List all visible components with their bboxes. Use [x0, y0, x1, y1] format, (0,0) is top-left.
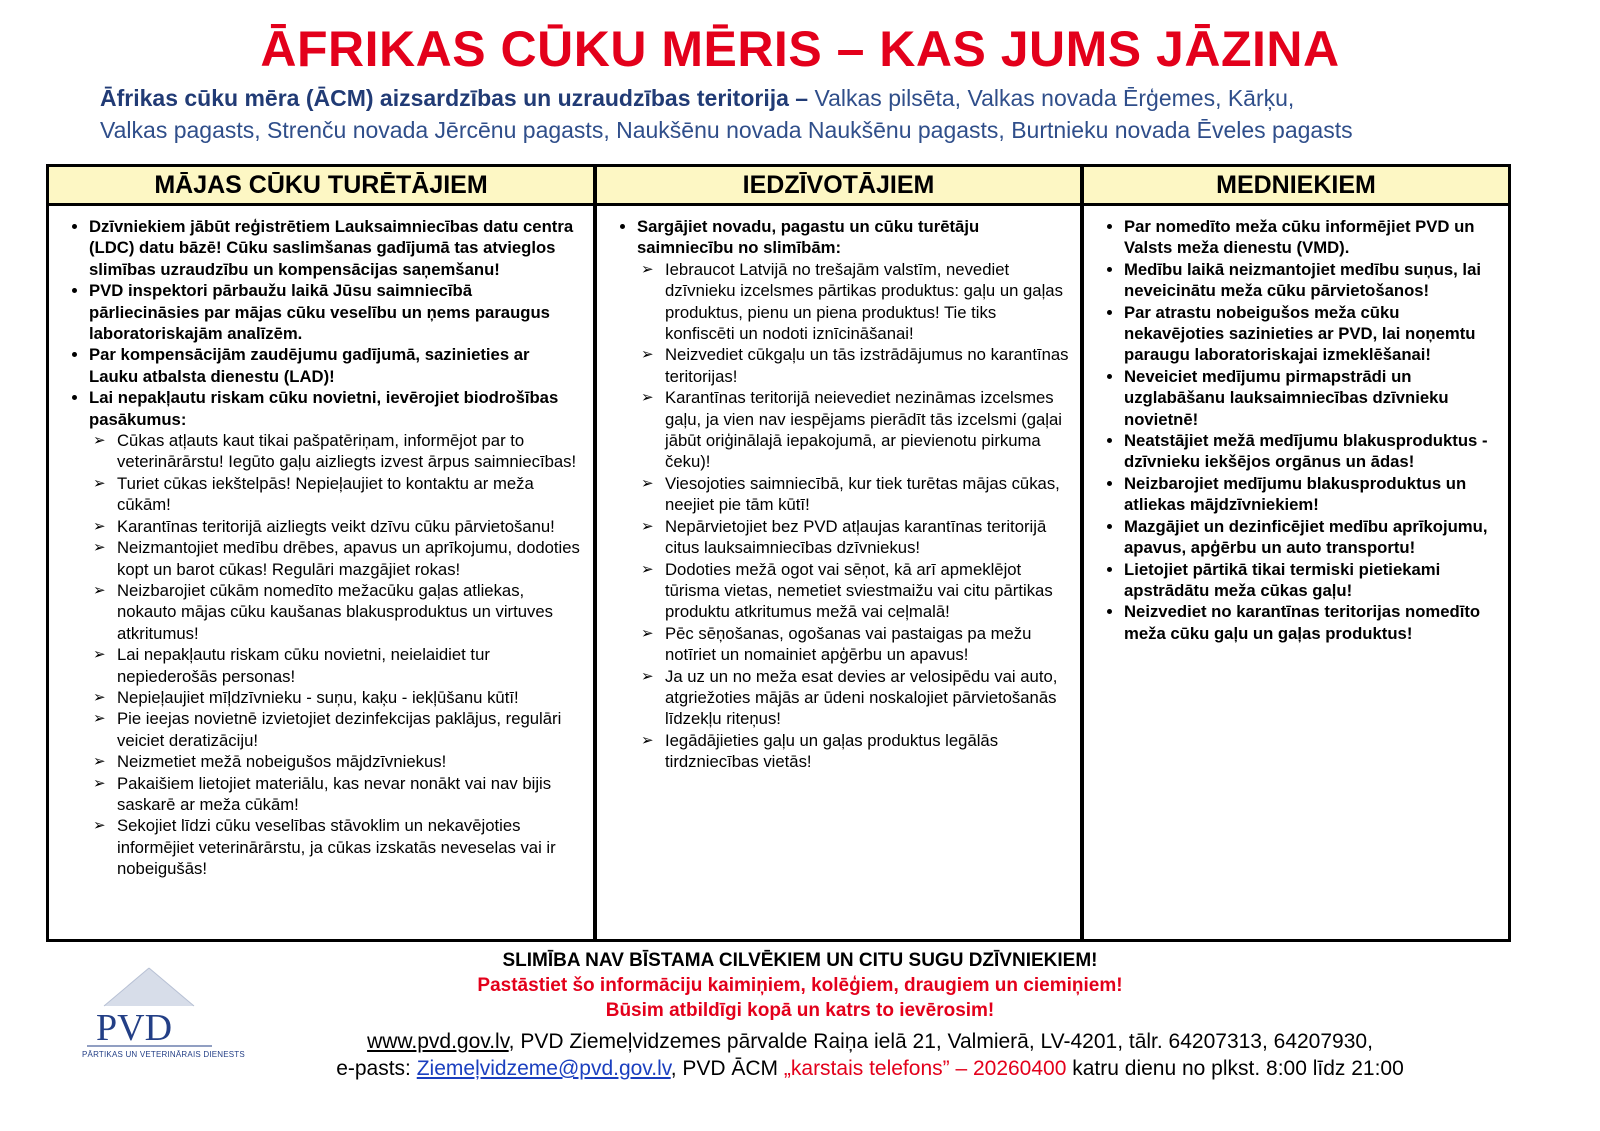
- footer-call-to-share: Pastāstiet šo informāciju kaimiņiem, kolēģiem, draugiem un ciemiņiem!: [477, 975, 1123, 996]
- list-item: • Neatstājiet mežā medījumu blakusproduktus - dzīvnieku iekšējos orgānus un ādas!: [1124, 430, 1498, 473]
- column-header: MĀJAS CŪKU TURĒTĀJIEM: [49, 167, 593, 206]
- sub-list-item: ➢ Iegādājieties gaļu un gaļas produktus legālās tirdzniecības vietās!: [665, 730, 1070, 773]
- website-link[interactable]: www.pvd.gov.lv: [367, 1030, 509, 1053]
- sub-list-item: ➢ Pie ieejas novietnē izvietojiet dezinfekcijas paklājus, regulāri veiciet deratizāciju!: [117, 708, 583, 751]
- sub-list-item: ➢ Ja uz un no meža esat devies ar velosipēdu vai auto, atgriežoties mājās ar ūdeni noskalojiet pārvietošanās līdzekļu riteņus!: [665, 666, 1070, 730]
- sub-list-item: ➢ Lai nepakļautu riskam cūku novietni, neielaidiet tur nepiederošās personas!: [117, 644, 583, 687]
- logo-wordmark: PVD: [96, 1007, 173, 1049]
- hotline-prefix: , PVD ĀCM: [670, 1057, 784, 1080]
- list-item: • Lietojiet pārtikā tikai termiski pietiekami apstrādātu meža cūkas gaļu!: [1124, 559, 1498, 602]
- hotline-number: „karstais telefons” – 20260400: [783, 1057, 1067, 1080]
- sub-list-item: ➢ Nepārvietojiet bez PVD atļaujas karantīnas teritorijā citus lauksaimniecības dzīvniekus!: [665, 516, 1070, 559]
- column-pig-keepers: [49, 167, 593, 939]
- list-item: • Mazgājiet un dezinficējiet medību aprīkojumu, apavus, apģērbu un auto transportu!: [1124, 516, 1498, 559]
- list-item: • Neizbarojiet medījumu blakusproduktus un atliekas mājdzīvniekiem!: [1124, 473, 1498, 516]
- footer-call-to-action: Būsim atbildīgi kopā un katrs to ievērosim!: [605, 1000, 995, 1021]
- list-item-text: Lai nepakļautu riskam cūku novietni, ievērojiet biodrošības pasākumus:: [89, 388, 559, 429]
- list-item: • Neveiciet medījumu pirmapstrādi un uzglabāšanu lauksaimniecības dzīvnieku novietnē!: [1124, 366, 1498, 430]
- list-item: • Neizvediet no karantīnas teritorijas nomedīto meža cūku gaļu un gaļas produktus!: [1124, 601, 1498, 644]
- sub-list-item: ➢ Neizmetiet mežā nobeigušos mājdzīvniekus!: [117, 751, 583, 772]
- column-hunters: [1084, 167, 1508, 939]
- column-header: IEDZĪVOTĀJIEM: [597, 167, 1080, 206]
- list-item: • Par atrastu nobeigušos meža cūku nekavējoties sazinieties ar PVD, lai noņemtu paraugu laboratoriskajai izmeklēšanai!: [1124, 302, 1498, 366]
- hotline-hours: katru dienu no plkst. 8:00 līdz 21:00: [1066, 1057, 1404, 1080]
- list-item: [637, 216, 1070, 773]
- sub-list-item: ➢ Pakaišiem lietojiet materiālu, kas nevar nonākt vai nav bijis saskarē ar meža cūkām!: [117, 773, 583, 816]
- info-table: [46, 164, 1511, 942]
- sub-list-item: ➢ Nepieļaujiet mīļdzīvnieku - suņu, kaķu - iekļūšanu kūtī!: [117, 687, 583, 708]
- footer-warning: SLIMĪBA NAV BĪSTAMA CILVĒKIEM UN CITU SUGU DZĪVNIEKIEM!: [502, 950, 1098, 971]
- subtitle: [100, 82, 1530, 146]
- sub-list-item: ➢ Dodoties mežā ogot vai sēņot, kā arī apmeklējot tūrisma vietas, nemetiet sviestmaižu vai citu pārtikas produktu atkritumus mežā vai ceļmalā!: [665, 559, 1070, 623]
- list-item: [89, 387, 583, 879]
- address-text: , PVD Ziemeļvidzemes pārvalde Raiņa ielā 21, Valmierā, LV-4201, tālr. 64207313, 64207930,: [508, 1030, 1373, 1053]
- list-item: • Par nomedīto meža cūku informējiet PVD un Valsts meža dienestu (VMD).: [1124, 216, 1498, 259]
- column-residents: [597, 167, 1080, 939]
- email-label: e-pasts:: [336, 1057, 417, 1080]
- sub-list-item: ➢ Neizbarojiet cūkām nomedīto mežacūku gaļas atliekas, nokauto mājas cūku kaušanas blakusproduktus un virtuves atkritumus!: [117, 580, 583, 644]
- sub-list-item: ➢ Iebraucot Latvijā no trešajām valstīm, nevediet dzīvnieku izcelsmes pārtikas produktus: gaļu un gaļas produktus, pienu un piena produktus! Tie tiks konfiscēti un nodoti iznīcināšanai!: [665, 259, 1070, 345]
- list-item: • Par kompensācijām zaudējumu gadījumā, sazinieties ar Lauku atbalsta dienestu (LAD)!: [89, 344, 583, 387]
- sub-list-item: ➢ Cūkas atļauts kaut tikai pašpatēriņam, informējot par to veterinārārstu! Iegūto gaļu aizliegts izvest ārpus saimniecības!: [117, 430, 583, 473]
- list-item: • PVD inspektori pārbaužu laikā Jūsu saimniecībā pārliecināsies par mājas cūku veselību un ņems paraugus laboratoriskajām analīzēm.: [89, 280, 583, 344]
- sub-list-item: ➢ Neizmantojiet medību drēbes, apavus un aprīkojumu, dodoties kopt un barot cūkas! Regulāri mazgājiet rokas!: [117, 537, 583, 580]
- list-item: • Dzīvniekiem jābūt reģistrētiem Lauksaimniecības datu centra (LDC) datu bāzē! Cūku saslimšanas gadījumā tas atvieglos slimības uzraudzību un kompensācijas saņemšanu!: [89, 216, 583, 280]
- list-item-text: Sargājiet novadu, pagastu un cūku turētāju saimniecību no slimībām:: [637, 217, 980, 258]
- subtitle-bold: Āfrikas cūku mēra (ĀCM) aizsardzības un uzraudzības teritorija –: [100, 85, 809, 111]
- column-header: MEDNIEKIEM: [1084, 167, 1508, 206]
- subtitle-territories-2: Valkas pagasts, Strenču novada Jērcēnu pagasts, Naukšēnu novada Naukšēnu pagasts, Burtnieku novada Ēveles pagasts: [100, 117, 1353, 143]
- logo-subtitle: PĀRTIKAS UN VETERINĀRAIS DIENESTS: [82, 1050, 245, 1059]
- subtitle-territories-1: Valkas pilsēta, Valkas novada Ērģemes, Kārķu,: [814, 85, 1295, 111]
- sub-list-item: ➢ Viesojoties saimniecībā, kur tiek turētas mājas cūkas, neejiet pie tām kūtī!: [665, 473, 1070, 516]
- sub-list-item: ➢ Turiet cūkas iekštelpās! Nepieļaujiet to kontaktu ar meža cūkām!: [117, 473, 583, 516]
- sub-list-item: ➢ Karantīnas teritorijā aizliegts veikt dzīvu cūku pārvietošanu!: [117, 516, 583, 537]
- sub-list-item: ➢ Neizvediet cūkgaļu un tās izstrādājumus no karantīnas teritorijas!: [665, 344, 1070, 387]
- sub-list-item: ➢ Karantīnas teritorijā neievediet nezināmas izcelsmes gaļu, ja vien nav iespējams pierādīt tās izcelsmi (gaļai jābūt oriģinālajā iepakojumā, ar pievienotu pirkuma čeku)!: [665, 387, 1070, 473]
- sub-list-item: ➢ Pēc sēņošanas, ogošanas vai pastaigas pa mežu notīriet un nomainiet apģērbu un apavus!: [665, 623, 1070, 666]
- sub-list-item: ➢ Sekojiet līdzi cūku veselības stāvoklim un nekavējoties informējiet veterinārārstu, ja cūkas izskatās neveselas vai ir nobeigušās!: [117, 815, 583, 879]
- list-item: • Medību laikā neizmantojiet medību suņus, lai neveicinātu meža cūku pārvietošanos!: [1124, 259, 1498, 302]
- page-title: ĀFRIKAS CŪKU MĒRIS – KAS JUMS JĀZINA: [260, 21, 1340, 77]
- email-link[interactable]: Ziemeļvidzeme@pvd.gov.lv: [416, 1057, 671, 1080]
- contact-info: [280, 1028, 1460, 1082]
